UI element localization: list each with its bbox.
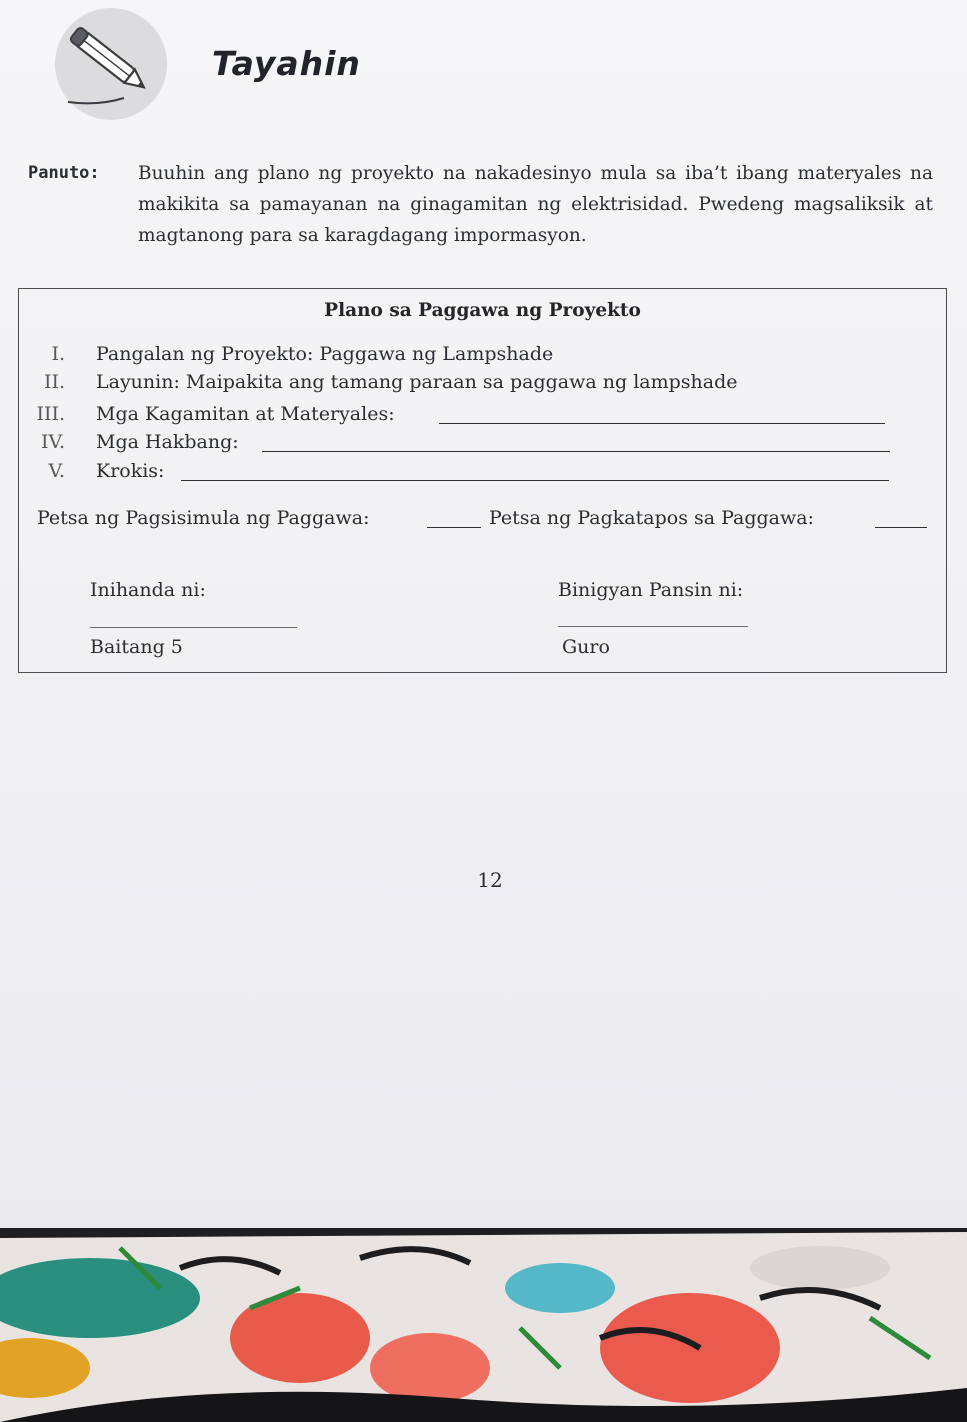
start-date-line[interactable] [427, 507, 481, 528]
prepared-by-signature-line[interactable] [90, 627, 297, 628]
item-label: Pangalan ng Proyekto: Paggawa ng Lampshade [96, 343, 554, 365]
item-label: Krokis: [96, 460, 165, 482]
prepared-by-role: Baitang 5 [90, 636, 183, 658]
item-numeral: I. [51, 343, 65, 365]
section-title: Tayahin [212, 44, 361, 83]
plan-item-objective [19, 371, 946, 399]
item-label: Mga Kagamitan at Materyales: [96, 403, 395, 425]
plan-title: Plano sa Paggawa ng Proyekto [324, 300, 641, 321]
item-label: Mga Hakbang: [96, 431, 239, 453]
item-numeral: III. [36, 403, 65, 425]
item-numeral: V. [48, 460, 65, 482]
instructions-text: Buuhin ang plano ng proyekto na nakadesinyo mula sa iba’t ibang materyales na makikita sa pamayanan na ginagamitan ng elektrisidad. Pwedeng magsaliksik at magtanong para sa karagdagang impormasyon. [138, 163, 933, 246]
materials-answer-line[interactable] [439, 403, 885, 424]
fabric-background-image [0, 1228, 967, 1422]
project-plan-box [18, 288, 947, 673]
plan-item-project-name [19, 343, 946, 371]
plan-item-steps [19, 431, 946, 459]
page-number: 12 [477, 868, 503, 892]
item-label: Layunin: Maipakita ang tamang paraan sa paggawa ng lampshade [96, 371, 738, 393]
prepared-by-label: Inihanda ni: [90, 579, 206, 601]
instructions [28, 158, 933, 251]
noted-by-signature-line[interactable] [558, 626, 748, 627]
sketch-answer-line[interactable] [181, 460, 889, 481]
instructions-label: Panuto: [28, 163, 100, 183]
plan-item-sketch [19, 460, 946, 488]
end-date-label: Petsa ng Pagkatapos sa Paggawa: [489, 507, 815, 529]
pencil-icon [58, 20, 158, 110]
steps-answer-line[interactable] [262, 431, 890, 452]
item-numeral: IV. [41, 431, 65, 453]
noted-by-role: Guro [562, 636, 610, 658]
plan-item-materials [19, 403, 946, 431]
start-date-label: Petsa ng Pagsisimula ng Paggawa: [37, 507, 370, 529]
end-date-line[interactable] [875, 507, 927, 528]
item-numeral: II. [43, 371, 65, 393]
noted-by-label: Binigyan Pansin ni: [558, 579, 744, 601]
